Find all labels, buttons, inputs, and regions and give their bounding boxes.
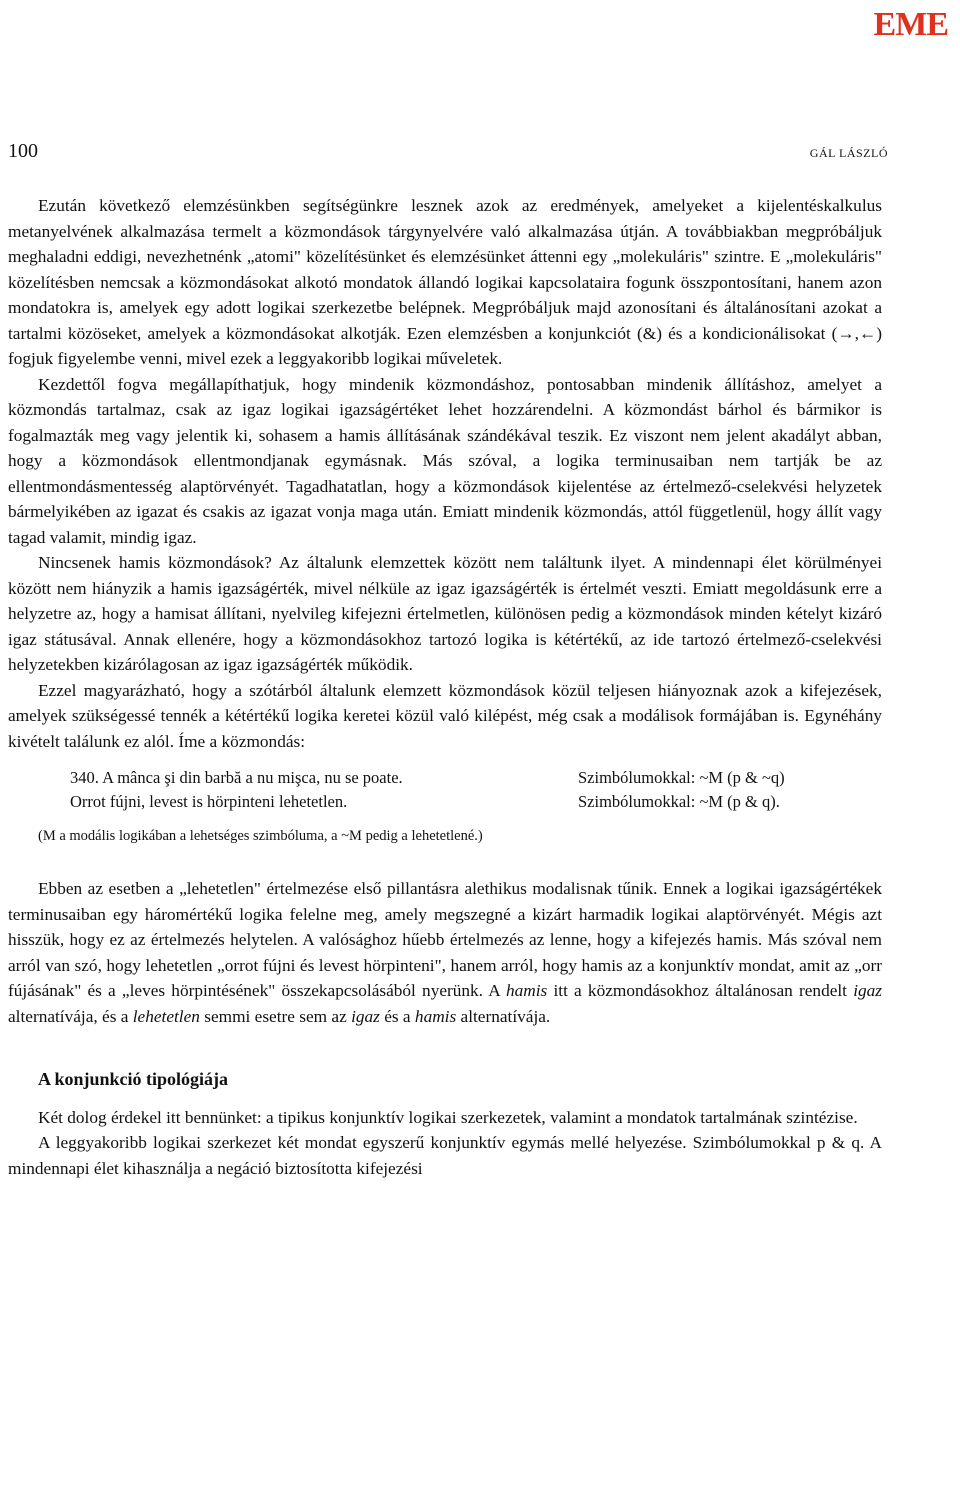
running-head bbox=[8, 140, 888, 168]
emphasis: hamis bbox=[414, 1006, 457, 1026]
paragraph-3: Nincsenek hamis közmondások? Az általunk elemzettek között nem találtunk ilyet. A mindennapi élet körülményei között nem hiányzik a hamis igazságérték, mivel nélküle az igaz igazságérték is értelmét veszti. Emiatt megoldásunk erre a helyzetre az, hogy a hamisat állítani, nyelvileg kifejezni értelmetlen, különösen pedig a közmondások minden kételyt kizáró igaz státusával. Annak ellenére, hogy a közmondásokhoz tartozó logika is kétértékű, az ide tartozó értelmező-cselekvési helyzetekben kizárólagosan az igaz igazságérték működik. bbox=[8, 553, 882, 674]
section-paragraph-2: A leggyakoribb logikai szerkezet két mondat egyszerű konjunktív egymás mellé helyezése. Szimbólumokkal p & q. A mindennapi élet kihasználja a negáció biztosította kifejezési bbox=[8, 1133, 882, 1178]
page-body bbox=[8, 193, 882, 1181]
example-text: 340. A mânca şi din barbă a nu mişca, nu se poate. bbox=[70, 768, 403, 787]
paragraph-5 bbox=[8, 876, 882, 1029]
section-heading: A konjunkció tipológiája bbox=[38, 1069, 229, 1089]
author-running-head: GÁL LÁSZLÓ bbox=[809, 146, 888, 160]
section-paragraph-1: Két dolog érdekel itt bennünket: a tipikus konjunktív logikai szerkezetek, valamint a mondatok tartalmának szintézise. bbox=[38, 1107, 858, 1127]
emphasis: lehetetlen bbox=[132, 1006, 200, 1026]
emphasis: igaz bbox=[351, 1006, 380, 1026]
text-run: és a bbox=[379, 1006, 415, 1026]
paragraph-4: Ezzel magyarázható, hogy a szótárból általunk elemzett közmondások közül teljesen hiányoznak azok a kifejezések, amelyek szükségessé tennék a kétértékű logika keretei közül való kilépést, még csak a modálisok formájában is. Egynéhány kivételt találunk ez alól. Íme a közmondás: bbox=[8, 680, 882, 751]
example-text: Orrot fújni, levest is hörpinteni lehetetlen. bbox=[70, 792, 348, 811]
paragraph-2: Kezdettől fogva megállapíthatjuk, hogy mindenik közmondáshoz, pontosabban mindenik állításhoz, amelyet a közmondás tartalmaz, csak az igaz logikai igazságértéket lehet hozzárendelni. A közmondást bárhol és bármikor is fogalmazták meg vagy jelentik ki, sohasem a hamis állításának szándékával teszik. Ez viszont nem jelent akadályt abban, hogy a közmondások ellentmondjanak egymásnak. Más szóval, a logika terminusaiban nem tartják be az ellentmondásmentesség alaptörvényét. Tagadhatatlan, hogy a közmondások kijelentése az értelmező-cselekvési helyzetek bármelyikében az igazat és csakis az igazat vonja maga után. Emiatt mindenik közmondás, attól függetlenül, hogy állít vagy tagad valamit, mindig igaz. bbox=[8, 374, 882, 547]
paragraph-1: Ezután következő elemzésünkben segítségünkre lesznek azok az eredmények, amelyeket a kijelentéskalkulus metanyelvének alkalmazása termelt a közmondások tárgynyelvére való alkalmazása útján. A továbbiakban megpróbáljuk meghaladni eddigi, nevezhetnénk „atomi" közelítésünket és elemzésünket áttenni egy „molekuláris" szintre. E „molekuláris" közelítésben nemcsak a közmondásokat alkotó mondatok állandó logikai kapcsolataira fogunk összpontosítani, hanem azon mondatokra is, amelyek egy adott logikai szerkezetbe belépnek. Megpróbáljuk majd azonosítani és általánosítani azokat a tartalmi közöseket, amelyek a közmondásokat alkotják. Ezen elemzésben a konjunkciót (&) és a kondicionálisokat (→,←) fogjuk figyelembe venni, mivel ezek a leggyakoribb logikai műveletek. bbox=[8, 196, 882, 368]
page-number: 100 bbox=[8, 140, 38, 162]
example-symbols: Szimbólumokkal: ~M (p & q). bbox=[578, 792, 780, 811]
text-run: alternatívája, és a bbox=[8, 1006, 133, 1026]
text-run: semmi esetre sem az bbox=[199, 1006, 352, 1026]
text-run: Ebben az esetben a „lehetetlen" értelmezése első pillantásra alethikus modalisnak tűnik. Ennek a logikai igazságértékek terminusaiban egy háromértékű logika felelne meg, amely megszegné a kizárt harmadik logikai alaptörvényét. Mégis azt hisszük, hogy ez az értelmezés helytelen. A valósághoz hűebb értelmezés az lenne, hogy a kifejezés hamis. Más szóval nem arról van szó, hogy lehetetlen „orrot fújni és levest hörpinteni", hanem arról, hogy hamis az a konjunktív mondat, amit az „orr fújásának" és a „leves hörpintésének" összekapcsolásából nyerünk. A bbox=[8, 879, 882, 1000]
emphasis: igaz bbox=[853, 981, 882, 1000]
proverb-examples bbox=[70, 766, 882, 814]
emphasis: hamis bbox=[505, 981, 548, 1000]
example-row bbox=[70, 790, 882, 814]
example-symbols: Szimbólumokkal: ~M (p & ~q) bbox=[578, 768, 785, 787]
example-row bbox=[70, 766, 882, 790]
symbol-note: (M a modális logikában a lehetséges szimbóluma, a ~M pedig a lehetetlené.) bbox=[38, 828, 483, 844]
text-run: alternatívája. bbox=[456, 1006, 551, 1026]
journal-logo: EME bbox=[873, 6, 948, 43]
text-run: itt a közmondásokhoz általánosan rendelt bbox=[547, 981, 854, 1000]
